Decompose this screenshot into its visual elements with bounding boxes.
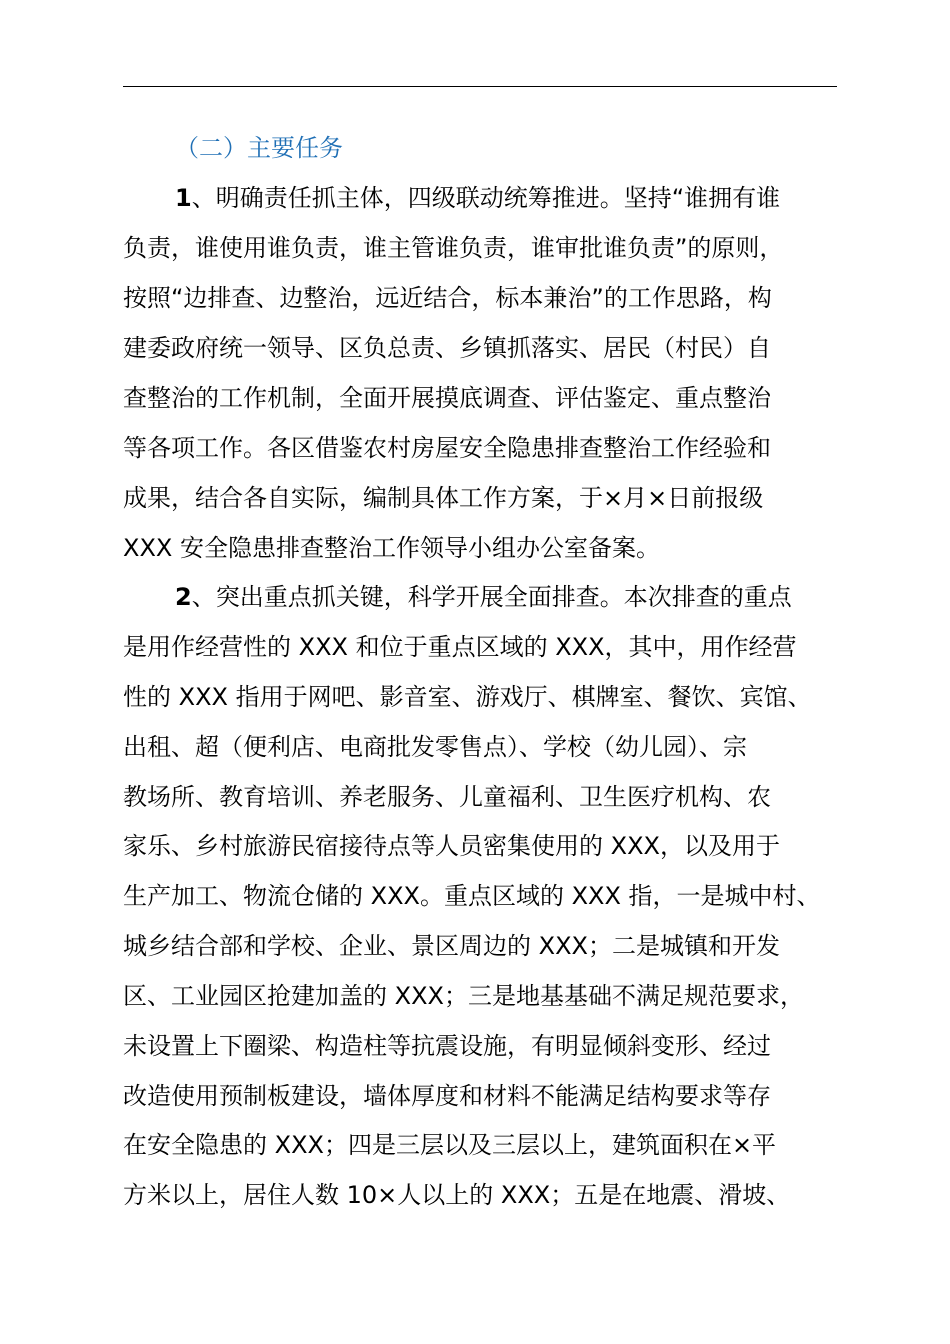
paragraph1-line-1 — [175, 178, 780, 218]
paragraph2-line-12: 在安全隐患的 XXX；四是三层以及三层以上，建筑面积在×平 — [123, 1131, 777, 1159]
paragraph1-line-7: 成果，结合各自实际，编制具体工作方案，于×月×日前报级 — [123, 484, 764, 512]
paragraph1-line-5: 查整治的工作机制，全面开展摸底调查、评估鉴定、重点整治 — [123, 384, 771, 412]
paragraph2-line-8: 城乡结合部和学校、企业、景区周边的 XXX；二是城镇和开发 — [123, 932, 780, 960]
paragraph2-line-1 — [175, 577, 792, 617]
paragraph2-line-7: 生产加工、物流仓储的 XXX。重点区域的 XXX 指，一是城中村、 — [123, 882, 821, 910]
paragraph2-line-4: 出租、超（便利店、电商批发零售点）、学校（幼儿园）、宗 — [123, 733, 747, 761]
paragraph2-line-5: 教场所、教育培训、养老服务、儿童福利、卫生医疗机构、农 — [123, 783, 771, 811]
paragraph2-number: 2 — [175, 583, 192, 611]
paragraph1-line-4: 建委政府统一领导、区负总责、乡镇抓落实、居民（村民）自 — [123, 334, 771, 362]
header-rule — [123, 86, 837, 87]
paragraph2-line-2: 是用作经营性的 XXX 和位于重点区域的 XXX，其中，用作经营 — [123, 633, 797, 661]
paragraph2-line-3: 性的 XXX 指用于网吧、影音室、游戏厅、棋牌室、餐饮、宾馆、 — [123, 683, 812, 711]
paragraph1-line-6: 等各项工作。各区借鉴农村房屋安全隐患排查整治工作经验和 — [123, 434, 771, 462]
paragraph1-line-text: 、明确责任抓主体，四级联动统筹推进。坚持“谁拥有谁 — [191, 184, 781, 212]
paragraph1-line-2: 负责，谁使用谁负责，谁主管谁负责，谁审批谁负责”的原则， — [123, 234, 784, 262]
paragraph1-number: 1 — [175, 184, 192, 212]
paragraph1-line-8: XXX 安全隐患排查整治工作领导小组办公室备案。 — [123, 534, 660, 562]
section-heading: （二）主要任务 — [175, 134, 343, 162]
paragraph2-line-6: 家乐、乡村旅游民宿接待点等人员密集使用的 XXX，以及用于 — [123, 832, 780, 860]
paragraph2-line-9: 区、工业园区抢建加盖的 XXX；三是地基基础不满足规范要求， — [123, 982, 804, 1010]
paragraph2-line-11: 改造使用预制板建设，墙体厚度和材料不能满足结构要求等存 — [123, 1082, 771, 1110]
paragraph2-line-10: 未设置上下圈梁、构造柱等抗震设施，有明显倾斜变形、经过 — [123, 1032, 771, 1060]
paragraph2-line-text: 、突出重点抓关键，科学开展全面排查。本次排查的重点 — [191, 583, 792, 611]
paragraph2-line-13: 方米以上，居住人数 10×人以上的 XXX；五是在地震、滑坡、 — [123, 1181, 791, 1209]
paragraph1-line-3: 按照“边排查、边整治，远近结合，标本兼治”的工作思路，构 — [123, 284, 772, 312]
